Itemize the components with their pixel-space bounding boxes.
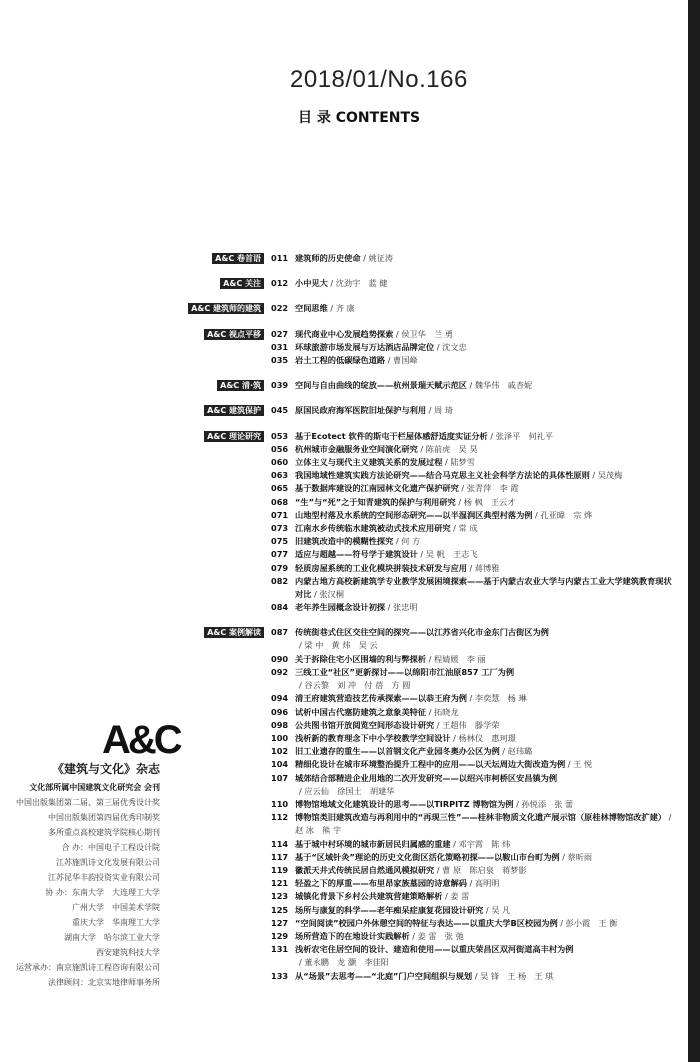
entry-title: 岩土工程的低碳绿色道路 [295,354,386,365]
entry-text [295,904,675,917]
entry-text [295,302,675,315]
entry-page-number: 119 [271,864,289,875]
entry-page-number: 125 [271,904,289,915]
entry-title: 精细化设计在城市环境整治提升工程中的应用——以天坛周边大街改造为例 [295,759,566,770]
author-separator: / [483,904,492,915]
entry-text [295,838,675,851]
entry-title: “空间阅读”校园户外休憩空间的特征与表达——以重庆大学B区校园为例 [295,917,558,928]
entry-title: 适应与超越——符号学于建筑设计 [295,549,418,560]
author-separator: / [299,679,305,690]
entry-page-number: 011 [271,253,289,263]
entry-authors: 张忠明 [393,602,418,613]
entry-authors: 周 琦 [433,405,453,416]
entry-authors: 张汉桐 [319,588,344,599]
entry-title: 原国民政府海军医院旧址保护与利用 [295,405,427,416]
entry-title: 内蒙古地方高校新建筑学专业教学发展困境探索——基于内蒙古农业大学与内蒙古工业大学建筑教育现状对比 [295,575,672,599]
author-separator: / [426,653,434,664]
author-separator: / [472,970,481,981]
entry-authors: 魏华伟 戚杏妮 [474,380,533,391]
entry-title: 博物馆类旧建筑改造与再利用中的“再现三性”——桂林非物质文化遗产展示馆（原桂林博物馆改扩建） [295,812,667,823]
entry-page-number: 060 [271,456,289,467]
entry-text [295,943,675,969]
page-edge-bar [688,0,700,1062]
entry-text [295,575,675,601]
credit-line: 合 办：中国电子工程设计院 [61,843,160,852]
entry-text [295,758,675,771]
author-separator: / [466,562,475,573]
entry-authors: 何 方 [401,536,421,547]
entry-page-number: 045 [271,405,289,416]
section-tag: A&C 视点平移 [204,329,264,340]
entry-text [295,798,675,811]
credit-line: 西安建筑科技大学 [96,948,160,957]
author-separator: / [532,509,541,520]
author-separator: / [299,640,305,651]
entry-authors: 陆梦雪 [450,456,475,467]
entry-page-number: 129 [271,930,289,941]
author-separator: / [666,812,672,823]
entry-title: 公共图书馆开放阅览空间形态设计研究 [295,719,435,730]
author-separator: / [442,891,451,902]
entry-title: 旧建筑改造中的模糊性探究 [295,536,394,547]
author-separator: / [458,483,467,494]
entry-page-number: 068 [271,496,289,507]
entry-text [295,653,675,666]
section-tag: A&C 建筑保护 [204,405,264,416]
section-tag: A&C 关注 [220,278,264,289]
entry-page-number: 075 [271,536,289,547]
entry-authors: 姜 雷 张 弛 [417,930,464,941]
entry-text [295,917,675,930]
author-separator: / [311,588,320,599]
entry-authors-line [295,785,675,798]
entry-text [295,456,675,469]
entry-text [295,626,675,652]
entry-text [295,706,675,719]
entry-page-number: 077 [271,549,289,560]
entry-title: 小中见大 [295,278,328,289]
entry-authors: 杨 枫 王云才 [463,496,516,507]
entry-text [295,430,675,443]
entry-authors: 赵 冰 熊 宇 [295,825,342,836]
entry-authors: 常 成 [458,522,478,533]
entry-page-number: 107 [271,772,289,783]
entry-title: 从“场景”去思考——“北庭”门户空间组织与规划 [295,970,473,981]
entry-authors: 王 悦 [573,759,593,770]
entry-title: “生”与“死”之于知青建筑的保护与利用研究 [295,496,456,507]
entry-authors: 陈前虎 吴 昊 [425,443,478,454]
entry-authors: 应云仙 徐国土 胡建华 [304,785,395,796]
author-separator: / [360,253,369,263]
entry-authors: 谷云黎 刘 冲 付 蓓 方 圆 [304,679,411,690]
entry-text [295,252,675,265]
author-separator: / [450,522,459,533]
entry-title: 立体主义与现代主义建筑关系的发展过程 [295,456,443,467]
entry-text [295,354,675,367]
entry-authors: 邓宇霄 陈 炜 [458,838,511,849]
author-separator: / [393,536,402,547]
author-separator: / [434,864,443,875]
section-tag: A&C 理论研究 [204,431,264,442]
entry-page-number: 104 [271,759,289,770]
entry-title: 三线工业“社区”更新探讨——以绵阳市江油原857 工厂为例 [295,666,515,677]
entry-text [295,469,675,482]
entry-authors: 王超伟 滕学荣 [442,719,500,730]
entry-authors: 蔡昕雨 [567,851,593,862]
credit-line: 法律顾问：北京实地律师事务所 [48,978,160,987]
entry-title: 我国地域性建筑实践方法论研究——结合马克思主义社会科学方法论的具体性原则 [295,470,590,481]
entry-title: 轻盈之下的厚重——布里昂家族墓园的诗意解码 [295,878,467,889]
entry-text [295,877,675,890]
credit-line: 中国出版集团第二届、第三届优秀设计奖 [16,798,160,807]
author-separator: / [417,443,426,454]
author-separator: / [450,732,459,743]
contents-heading: 目 录 CONTENTS [298,110,421,126]
entry-title: 现代商业中心发展趋势探索 [295,328,394,339]
entry-title: 基于“区域针灸”理论的历史文化街区活化策略初探——以鞍山市台町为例 [295,851,560,862]
entry-title: 传统街巷式住区交往空间的探究——以江苏省兴化市金东门古街区为例 [295,627,549,638]
author-separator: / [327,303,336,314]
entry-text [295,496,675,509]
section-tag: A&C 清·筑 [217,380,264,391]
entry-authors: 曹国峰 [393,354,418,365]
entry-authors: 赵玮璐 [507,746,533,757]
section-tag: A&C 案例解读 [204,627,264,638]
magazine-name: 《建筑与文化》杂志 [51,762,160,776]
entry-title: 徽派天井式传统民居自然通风模拟研究 [295,864,435,875]
entry-authors: 蒋博雅 [474,562,500,573]
section-tag: A&C 建筑师的建筑 [188,303,264,314]
entry-authors: 吴 锋 王 杨 王 琪 [480,970,554,981]
credit-line: 江苏施凯诗文化发展有限公司 [56,858,160,867]
author-separator: / [385,602,394,613]
entry-authors: 拓晓龙 [433,706,459,717]
entry-text [295,443,675,456]
entry-page-number: 012 [271,278,289,289]
entry-page-number: 084 [271,602,289,613]
entry-authors: 沈文忠 [442,341,467,352]
entry-page-number: 073 [271,522,289,533]
author-separator: / [417,549,426,560]
entry-text [295,404,675,417]
entry-title: 环球旅游市场发展与万达酒店品牌定位 [295,341,435,352]
author-separator: / [426,405,434,416]
entry-title: 山地型村落及水系统的空间形态研究——以半湿润区典型村落为例 [295,509,533,520]
entry-title: 杭州城市金融服务业空间演化研究 [295,443,418,454]
author-separator: / [299,785,305,796]
entry-page-number: 094 [271,693,289,704]
entry-page-number: 056 [271,443,289,454]
entry-text [295,482,675,495]
author-separator: / [442,456,451,467]
entry-title: 老年养生园概念设计初探 [295,602,386,613]
author-separator: / [466,380,475,391]
credit-line: 多所重点高校建筑学院核心期刊 [48,828,160,837]
credit-line: 中国出版集团第四届优秀印制奖 [48,813,160,822]
entry-page-number: 110 [271,798,289,809]
entry-title: 基于城中村环境的城市新居民归属感的重建 [295,838,451,849]
entry-text [295,379,675,392]
entry-title: 场所营造下的在地设计实践解析 [295,930,410,941]
entry-text [295,745,675,758]
author-separator: / [434,341,443,352]
credit-line: 广州大学 中国美术学院 [72,903,160,912]
entry-text [295,732,675,745]
credit-line: 协 办：东南大学 大连理工大学 [45,888,160,897]
entry-text [295,522,675,535]
entry-text [295,509,675,522]
author-separator: / [385,354,394,365]
entry-authors: 杨林仪 惠珂璟 [458,732,516,743]
entry-authors: 齐 康 [335,303,355,314]
entry-authors: 李奕慧 杨 琳 [474,693,527,704]
entry-page-number: 098 [271,719,289,730]
author-separator: / [466,693,475,704]
magazine-credits [0,780,160,990]
entry-title: 浅析新的教育理念下中小学校教学空间设计 [295,732,451,743]
author-separator: / [299,957,305,968]
entry-page-number: 031 [271,341,289,352]
entry-text [295,562,675,575]
entry-authors: 吴 凡 [491,904,511,915]
entry-title: 建筑师的历史使命 [295,253,361,263]
entry-authors: 姚征涛 [368,253,394,263]
entry-title: 基于数据库建设的江南园林文化遗产保护研究 [295,483,459,494]
entry-title: 城郊结合部精进企业用地的二次开发研究——以绍兴市柯桥区安昌镇为例 [295,772,558,783]
entry-text [295,328,675,341]
author-separator: / [450,838,459,849]
entry-authors: 吴茂梅 [597,470,623,481]
entry-page-number: 079 [271,562,289,573]
author-separator: / [589,470,598,481]
entry-page-number: 117 [271,851,289,862]
entry-authors: 孙悦添 张 蕾 [521,798,574,809]
entry-page-number: 096 [271,706,289,717]
credit-line: 文化部所属中国建筑文化研究会 会刊 [29,783,160,792]
entry-page-number: 121 [271,878,289,889]
entry-page-number: 114 [271,838,289,849]
entry-text [295,277,675,290]
entry-title: 空间思维 [295,303,328,314]
entry-authors: 侯卫华 兰 勇 [401,328,453,339]
entry-text [295,341,675,354]
entry-page-number: 131 [271,944,289,955]
author-separator: / [487,430,496,441]
entry-text [295,666,675,692]
issue-number: 2018/01/No.166 [290,66,468,93]
entry-page-number: 065 [271,483,289,494]
credit-line: 重庆大学 华南理工大学 [72,918,160,927]
entry-authors: 董永鹏 龙 灏 李佳阳 [304,957,389,968]
entry-title: 基于Ecotect 软件的斯屯干栏屋体感舒适度实证分析 [295,430,488,441]
author-separator: / [557,917,566,928]
entry-title: 关于拆除住宅小区围墙的利与弊探析 [295,653,427,664]
ac-logo-text: A&C [102,718,180,762]
entry-authors-line [295,956,675,969]
author-separator: / [393,328,402,339]
entry-text [295,970,675,983]
entry-page-number: 123 [271,891,289,902]
entry-authors: 程婧媛 李 丽 [433,653,486,664]
entry-title: 清王府建筑营造技艺传承探索——以恭王府为例 [295,693,467,704]
entry-text [295,719,675,732]
author-separator: / [559,851,568,862]
entry-page-number: 063 [271,470,289,481]
entry-text [295,864,675,877]
entry-page-number: 092 [271,666,289,677]
entry-authors-line [295,679,675,692]
entry-title: 轻质房屋系统的工业化模块拼装技术研发与应用 [295,562,467,573]
entry-page-number: 027 [271,328,289,339]
entry-page-number: 039 [271,380,289,391]
entry-authors: 姜 雷 [450,891,470,902]
entry-page-number: 087 [271,627,289,638]
entry-text [295,930,675,943]
credit-line: 运营承办：南京施凯诗工程咨询有限公司 [16,963,160,972]
entry-text [295,772,675,798]
entry-page-number: 071 [271,509,289,520]
entry-text [295,601,675,614]
entry-page-number: 102 [271,746,289,757]
entry-page-number: 090 [271,653,289,664]
entry-text [295,851,675,864]
entry-authors: 高明明 [474,878,500,889]
entry-title: 试析中国古代塞防建筑之意象美特征 [295,706,427,717]
entry-text [295,811,675,837]
entry-page-number: 035 [271,354,289,365]
credit-line: 湖南大学 哈尔滨工业大学 [64,933,160,942]
ac-logo [102,717,180,762]
entry-authors: 张青萍 李 霞 [466,483,519,494]
section-tag: A&C 卷首语 [212,253,264,264]
entry-authors: 孔亚暐 宗 烨 [540,509,593,520]
author-separator: / [409,930,418,941]
entry-title: 浅析农宅住居空间的设计、建造和使用——以重庆荣昌区双河街道高丰村为例 [295,944,574,955]
author-separator: / [434,719,443,730]
entry-page-number: 053 [271,430,289,441]
entry-page-number: 133 [271,970,289,981]
entry-title: 空间与自由曲线的绽放——杭州景瑞天赋示范区 [295,380,467,391]
author-separator: / [426,706,434,717]
entry-title: 江南水乡传统临水建筑被动式技术应用研究 [295,522,451,533]
entry-authors: 吴 帆 王志飞 [425,549,478,560]
entry-authors: 彭小霞 王 衡 [565,917,618,928]
author-separator: / [499,746,508,757]
entry-authors-line [295,639,675,652]
author-separator: / [565,759,574,770]
entry-title: 城镇化背景下乡村公共建筑营建策略解析 [295,891,443,902]
credit-line: 江苏昆华丰韵投资实业有限公司 [48,873,160,882]
author-separator: / [513,798,522,809]
entry-page-number: 082 [271,575,289,586]
entry-authors: 沈劲宇 蓝 健 [335,278,388,289]
entry-authors: 梁 中 黄 炜 吴 云 [304,640,378,651]
entry-text [295,548,675,561]
entry-page-number: 022 [271,303,289,314]
entry-text [295,890,675,903]
entry-page-number: 100 [271,732,289,743]
author-separator: / [466,878,475,889]
entry-title: 博物馆地域文化建筑设计的思考——以TIRPITZ 博物馆为例 [295,798,514,809]
entry-authors: 张泽平 何礼平 [495,430,554,441]
entry-title: 旧工业遗存的重生——以首钢文化产业园冬奥办公区为例 [295,746,500,757]
entry-page-number: 127 [271,917,289,928]
entry-authors: 曹 原 陈启泉 蒋梦影 [442,864,527,875]
author-separator: / [327,278,336,289]
entry-text [295,692,675,705]
entry-page-number: 112 [271,812,289,823]
entry-text [295,535,675,548]
entry-title: 场所与康复的科学——老年痴呆症康复花园设计研究 [295,904,484,915]
author-separator: / [455,496,464,507]
